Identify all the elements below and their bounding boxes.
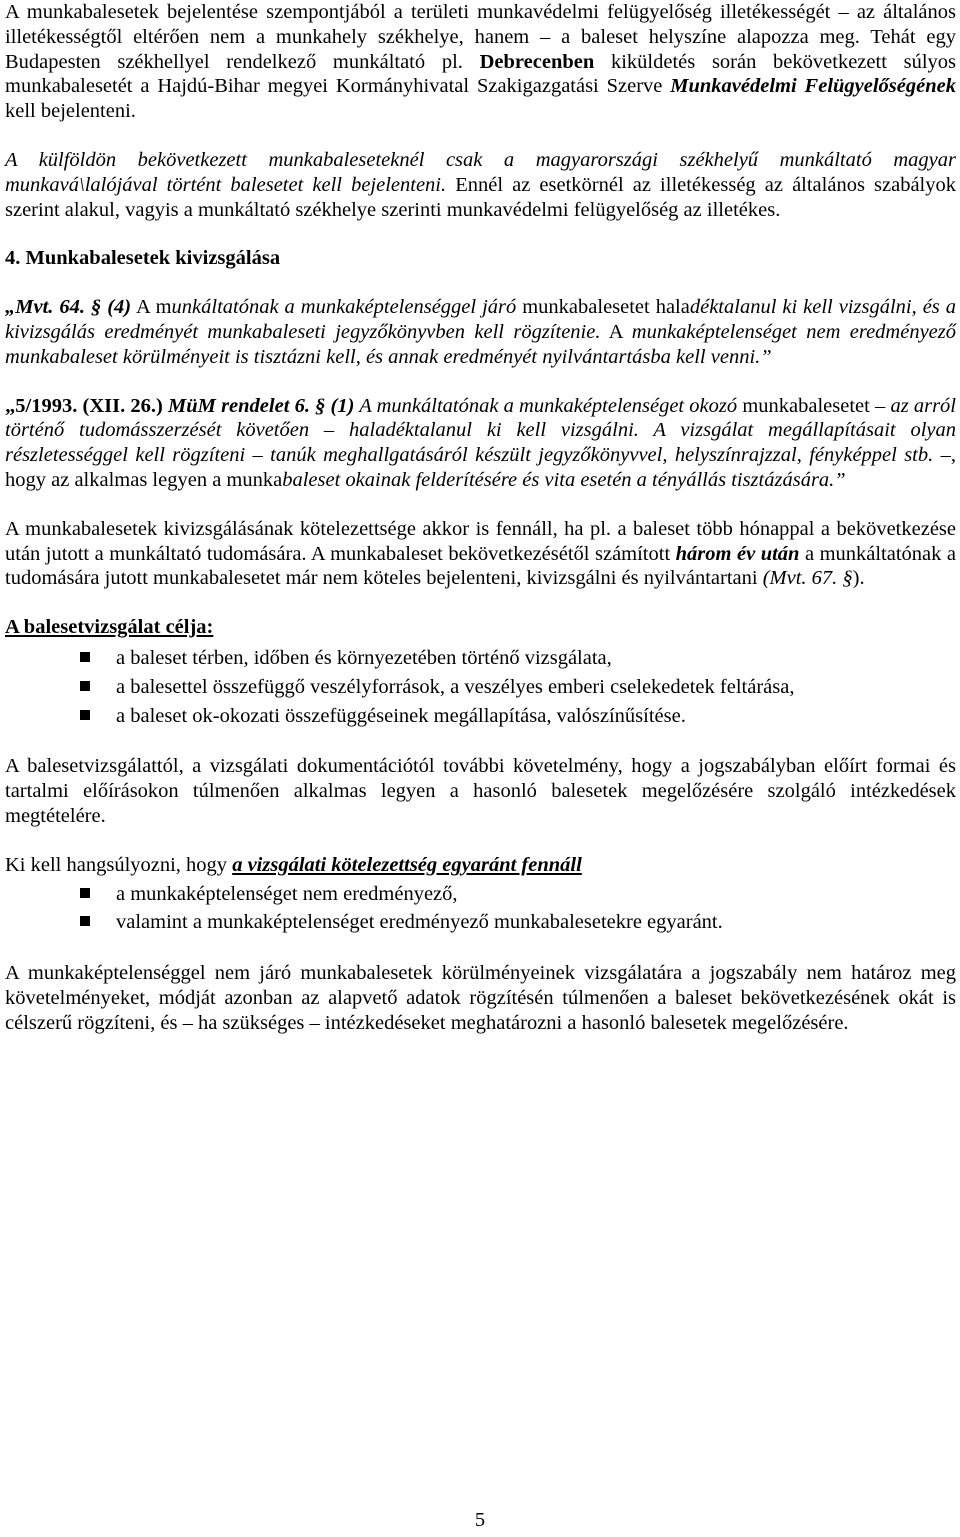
italic-text: (Mvt. 67. § bbox=[762, 567, 853, 590]
text-span: Ki kell hangsúlyozni, hogy bbox=[5, 853, 233, 876]
paragraph-jurisdiction bbox=[5, 0, 956, 124]
text-span: kell bejelenteni. bbox=[5, 100, 136, 123]
text-span: a munkáltatónak a tudomására jutott munkabalesetet már nem köteles bejelenteni, kivizsgálni és nyilvántartani bbox=[5, 542, 956, 590]
list-item bbox=[5, 908, 956, 937]
text-span: ). bbox=[852, 567, 865, 590]
list-item-text: a munkaképtelenséget nem eredményező, bbox=[116, 882, 458, 905]
list-item-text: a baleset térben, időben és környezetében történő vizsgálata, bbox=[116, 646, 612, 669]
underlined-bold-text: A balesetvizsgálat célja: bbox=[5, 616, 214, 639]
page-number: 5 bbox=[474, 1509, 486, 1531]
text-span: Ennél az esetkörnél az illetékesség az általános szabályok szerint alakul, vagyis a munkáltató székhelye szerinti munkavédelmi felügyelőség az illetékes. bbox=[5, 173, 956, 221]
square-bullet-icon bbox=[80, 710, 90, 720]
text-span: munkabalesetet hala bbox=[516, 296, 690, 319]
bold-italic-text: MüM rendelet 6. § (1) bbox=[168, 394, 355, 417]
bold-italic-text: három év után bbox=[675, 542, 800, 565]
list-item bbox=[5, 644, 956, 673]
paragraph-obligation bbox=[5, 517, 956, 591]
paragraph-mvt-quote bbox=[5, 295, 956, 369]
bold-text: „5/1993. (XII. 26.) bbox=[5, 394, 169, 417]
list-item bbox=[5, 880, 956, 909]
emphasis-title bbox=[5, 853, 956, 878]
list-item bbox=[5, 673, 956, 702]
goal-title bbox=[5, 615, 956, 640]
square-bullet-icon bbox=[80, 652, 90, 662]
square-bullet-icon bbox=[80, 916, 90, 926]
italic-text: baleset okainak felderítésére és vita esetén a tényállás tisztázására.” bbox=[282, 468, 846, 491]
text-span: A m bbox=[131, 296, 172, 319]
text-span: , hogy az alkalmas legyen a munka bbox=[5, 444, 956, 491]
square-bullet-icon bbox=[80, 681, 90, 691]
section-heading: 4. Munkabalesetek kivizsgálása bbox=[5, 247, 281, 270]
list-item-text: a baleset ok-okozati összefüggéseinek megállapítása, valószínűsítése. bbox=[116, 704, 686, 727]
italic-text: déktalanul ki kell vizsgálni, és a kivizsgálás eredményét munkabaleseti jegyzőkönyvben kell rögzítenie. bbox=[5, 296, 956, 343]
italic-text: A munkáltatónak a munkaképtelenséget okozó bbox=[354, 394, 738, 417]
paragraph-non-incapacitating: A munkaképtelenséggel nem járó munkabalesetek körülményeinek vizsgálatára a jogszabály nem határoz meg követelményeket, módját azonban az alapvető adatok rögzítésén túlmenően a baleset bekövetkezésének okát is célszerű rögzíteni, és – ha szükséges – intézkedéseket meghatározni a hasonló balesetek megelőzésére. bbox=[5, 962, 956, 1034]
text-span: munkabalesetet bbox=[737, 394, 876, 417]
list-item-text: a balesettel összefüggő veszélyforrások, a veszélyes emberi cselekedetek feltárása, bbox=[116, 675, 795, 698]
document-page bbox=[5, 0, 956, 1036]
paragraph-abroad bbox=[5, 148, 956, 222]
italic-text: unkáltatónak a munkaképtelenséggel járó bbox=[171, 296, 517, 319]
italic-text: munkaképtelenséget nem eredményező munkabaleset körülményeit is tisztázni kell, és annak eredményét nyilvántartásba kell venni.” bbox=[5, 320, 956, 368]
text-span: A bbox=[600, 320, 632, 343]
emphasis-list bbox=[5, 880, 956, 938]
bold-text: Debrecenben bbox=[479, 50, 595, 73]
list-item-text: valamint a munkaképtelenséget eredményező munkabalesetekre egyaránt. bbox=[116, 911, 723, 934]
italic-text: A külföldön bekövetkezett munkabaleseteknél csak a magyarországi székhelyű munkáltató magyar munkavá\lalójával történt balesetet kell bejelenteni. bbox=[5, 148, 956, 196]
italic-text: – az arról történő tudomásszerzését követően – haladéktalanul ki kell vizsgálni. A vizsgálat megállapításait olyan részletességgel kell rögzíteni – tanúk meghallgatásáról készült jegyzőkönyvvel, helyszínrajzzal, fényképpel stb. – bbox=[5, 394, 957, 467]
text-span: kiküldetés során bekövetkezett súlyos munkabalesetét a Hajdú-Bihar megyei Kormányhivatal Szakigazgatási Szerve bbox=[5, 50, 956, 98]
text-span: A munkabalesetek bejelentése szempontjából a területi munkavédelmi felügyelőség illetékességét – az általános illetékességtől eltérően nem a munkahely székhelye, hanem – a baleset helyszíne alapozza meg. Tehát egy Budapesten székhellyel rendelkező munkáltató pl. bbox=[5, 1, 956, 73]
bold-italic-text: „Mvt. 64. § (4) bbox=[5, 296, 132, 319]
square-bullet-icon bbox=[80, 888, 90, 898]
text-span: A munkabalesetek kivizsgálásának kötelezettsége akkor is fennáll, ha pl. a baleset több hónappal a bekövetkezése után jutott a munkáltató tudomására. A munkabaleset bekövetkezésétől számított bbox=[5, 517, 956, 565]
paragraph-mum-quote bbox=[5, 394, 956, 493]
goal-list bbox=[5, 644, 956, 730]
bold-italic-text: Munkavédelmi Felügyelőségének bbox=[670, 75, 956, 98]
list-item bbox=[5, 702, 956, 731]
bold-italic-underlined-text: a vizsgálati kötelezettség egyaránt fennáll bbox=[232, 853, 582, 876]
paragraph-documentation: A balesetvizsgálattól, a vizsgálati dokumentációtól további követelmény, hogy a jogszabályban előírt formai és tartalmi előírásokon túlmenően alkalmas legyen a hasonló balesetek megelőzésére szolgáló intézkedések megtételére. bbox=[5, 755, 956, 827]
